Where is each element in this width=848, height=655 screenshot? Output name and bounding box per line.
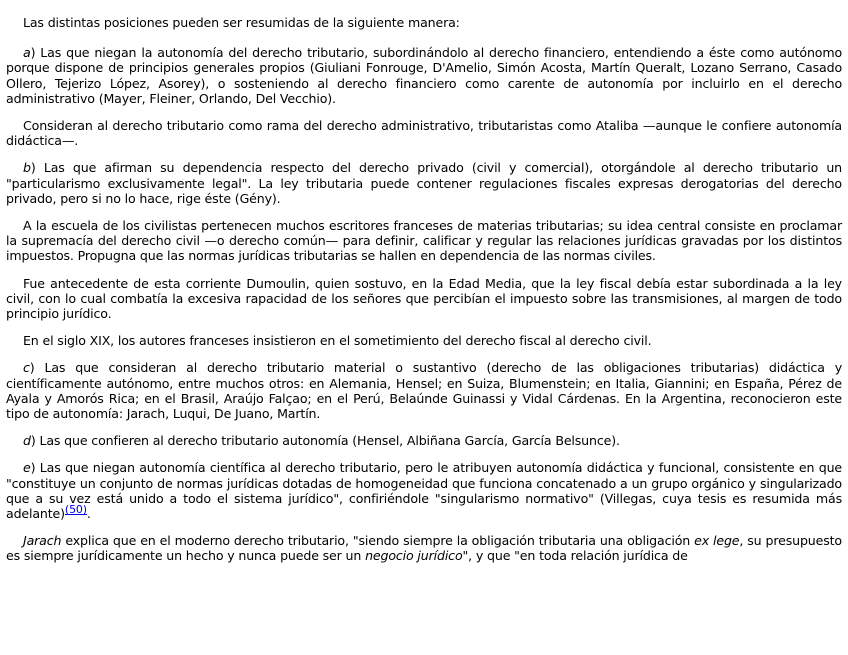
position-a-marker: a [23,45,31,61]
position-e-marker: e [23,460,31,476]
jarach-text-3: ", y que "en toda relación jurídica de [462,548,688,564]
position-b-text: ) Las que afirman su dependencia respecto del derecho privado (civil y comercial), otorgándole al derecho tributario un "particularismo exclusivamente legal". La ley tributaria puede contener regulaciones fiscales expresas derogatorias del derecho privado, pero si no lo hace, rige éste (Gény). [6,160,842,206]
intro-paragraph: Las distintas posiciones pueden ser resumidas de la siguiente manera: [23,15,460,30]
position-c-text: ) Las que consideran al derecho tributario material o sustantivo (derecho de las obligaciones tributarias) didáctica y científicamente autónomo, entre muchos otros: en Alemania, Hensel; en Suiza, Blumenstein; en Italia, Giannini; en España, Pérez de Ayala y Amorós Rica; en el Brasil, Araújo Falçao; en el Perú, Belaúnde Guinassi y Vidal Cárdenas. En la Argentina, reconocieron este tipo de autonomía: Jarach, Luqui, De Juano, Martín. [6,360,842,422]
jarach-paragraph [6,533,842,563]
position-e-text: ) Las que niegan autonomía científica al derecho tributario, pero le atribuyen autonomía didáctica y funcional, consistente en que "constituye un conjunto de normas jurídicas dotadas de homogeneidad que funciona concatenado a un grupo orgánico y singularizado que a su vez está unido a todo el sistema jurídico", confiriéndole "singularismo normativo" (Villegas, cuya tesis es resumida más adelante) [6,460,842,522]
position-d-marker: d [23,433,31,449]
position-d-text: ) Las que confieren al derecho tributario autonomía (Hensel, Albiñana García, García Belsunce). [30,433,620,449]
position-a-text: ) Las que niegan la autonomía del derecho tributario, subordinándolo al derecho financiero, entendiendo a éste como autónomo porque dispone de principios generales propios (Giuliani Fonrouge, D'Amelio, Simón Acosta, Martín Queralt, Lozano Serrano, Casado Ollero, Tejerizo López, Asorey), o sosteniendo al derecho financiero como carente de autonomía por incluirlo en el derecho administrativo (Mayer, Fleiner, Orlando, Del Vecchio). [6,45,842,106]
jarach-name: Jarach [23,533,62,549]
jarach-text-1: explica que en el moderno derecho tributario, "siendo siempre la obligación tributaria una obligación [61,533,695,549]
jarach-italic-negocio: negocio jurídico [365,548,463,564]
ataliba-paragraph: Consideran al derecho tributario como rama del derecho administrativo, tributaristas como Ataliba —aunque le confiere autonomía didáctica—. [6,118,842,149]
position-c-paragraph [6,360,842,421]
position-b-paragraph [6,160,842,206]
position-a-paragraph [6,45,842,106]
position-e-end: . [86,506,91,522]
position-d-paragraph [6,433,842,448]
position-e-paragraph [6,460,842,521]
civilistas-paragraph: A la escuela de los civilistas pertenecen muchos escritores franceses de materias tributarias; su idea central consiste en proclamar la supremacía del derecho civil —o derecho común— para definir, calificar y regular las relaciones jurídicas gravadas por los distintos impuestos. Propugna que las normas jurídicas tributarias se hallen en dependencia de las normas civiles. [6,218,842,264]
dumoulin-paragraph: Fue antecedente de esta corriente Dumoulin, quien sostuvo, en la Edad Media, que la ley fiscal debía estar subordinada a la ley civil, con lo cual combatía la excesiva rapacidad de los señores que percibían el impuesto sobre las transmisiones, al margen de todo principio jurídico. [6,275,842,322]
footnote-50-link[interactable]: (50) [64,503,87,517]
jarach-italic-ex-lege: ex lege [694,533,740,549]
siglo-xix-paragraph: En el siglo XIX, los autores franceses insistieron en el sometimiento del derecho fiscal al derecho civil. [23,333,652,349]
position-b-marker: b [23,160,31,176]
jarach-text-2: , su presupuesto es siempre jurídicamente un hecho y nunca puede ser un [6,533,842,564]
position-c-marker: c [23,360,30,376]
